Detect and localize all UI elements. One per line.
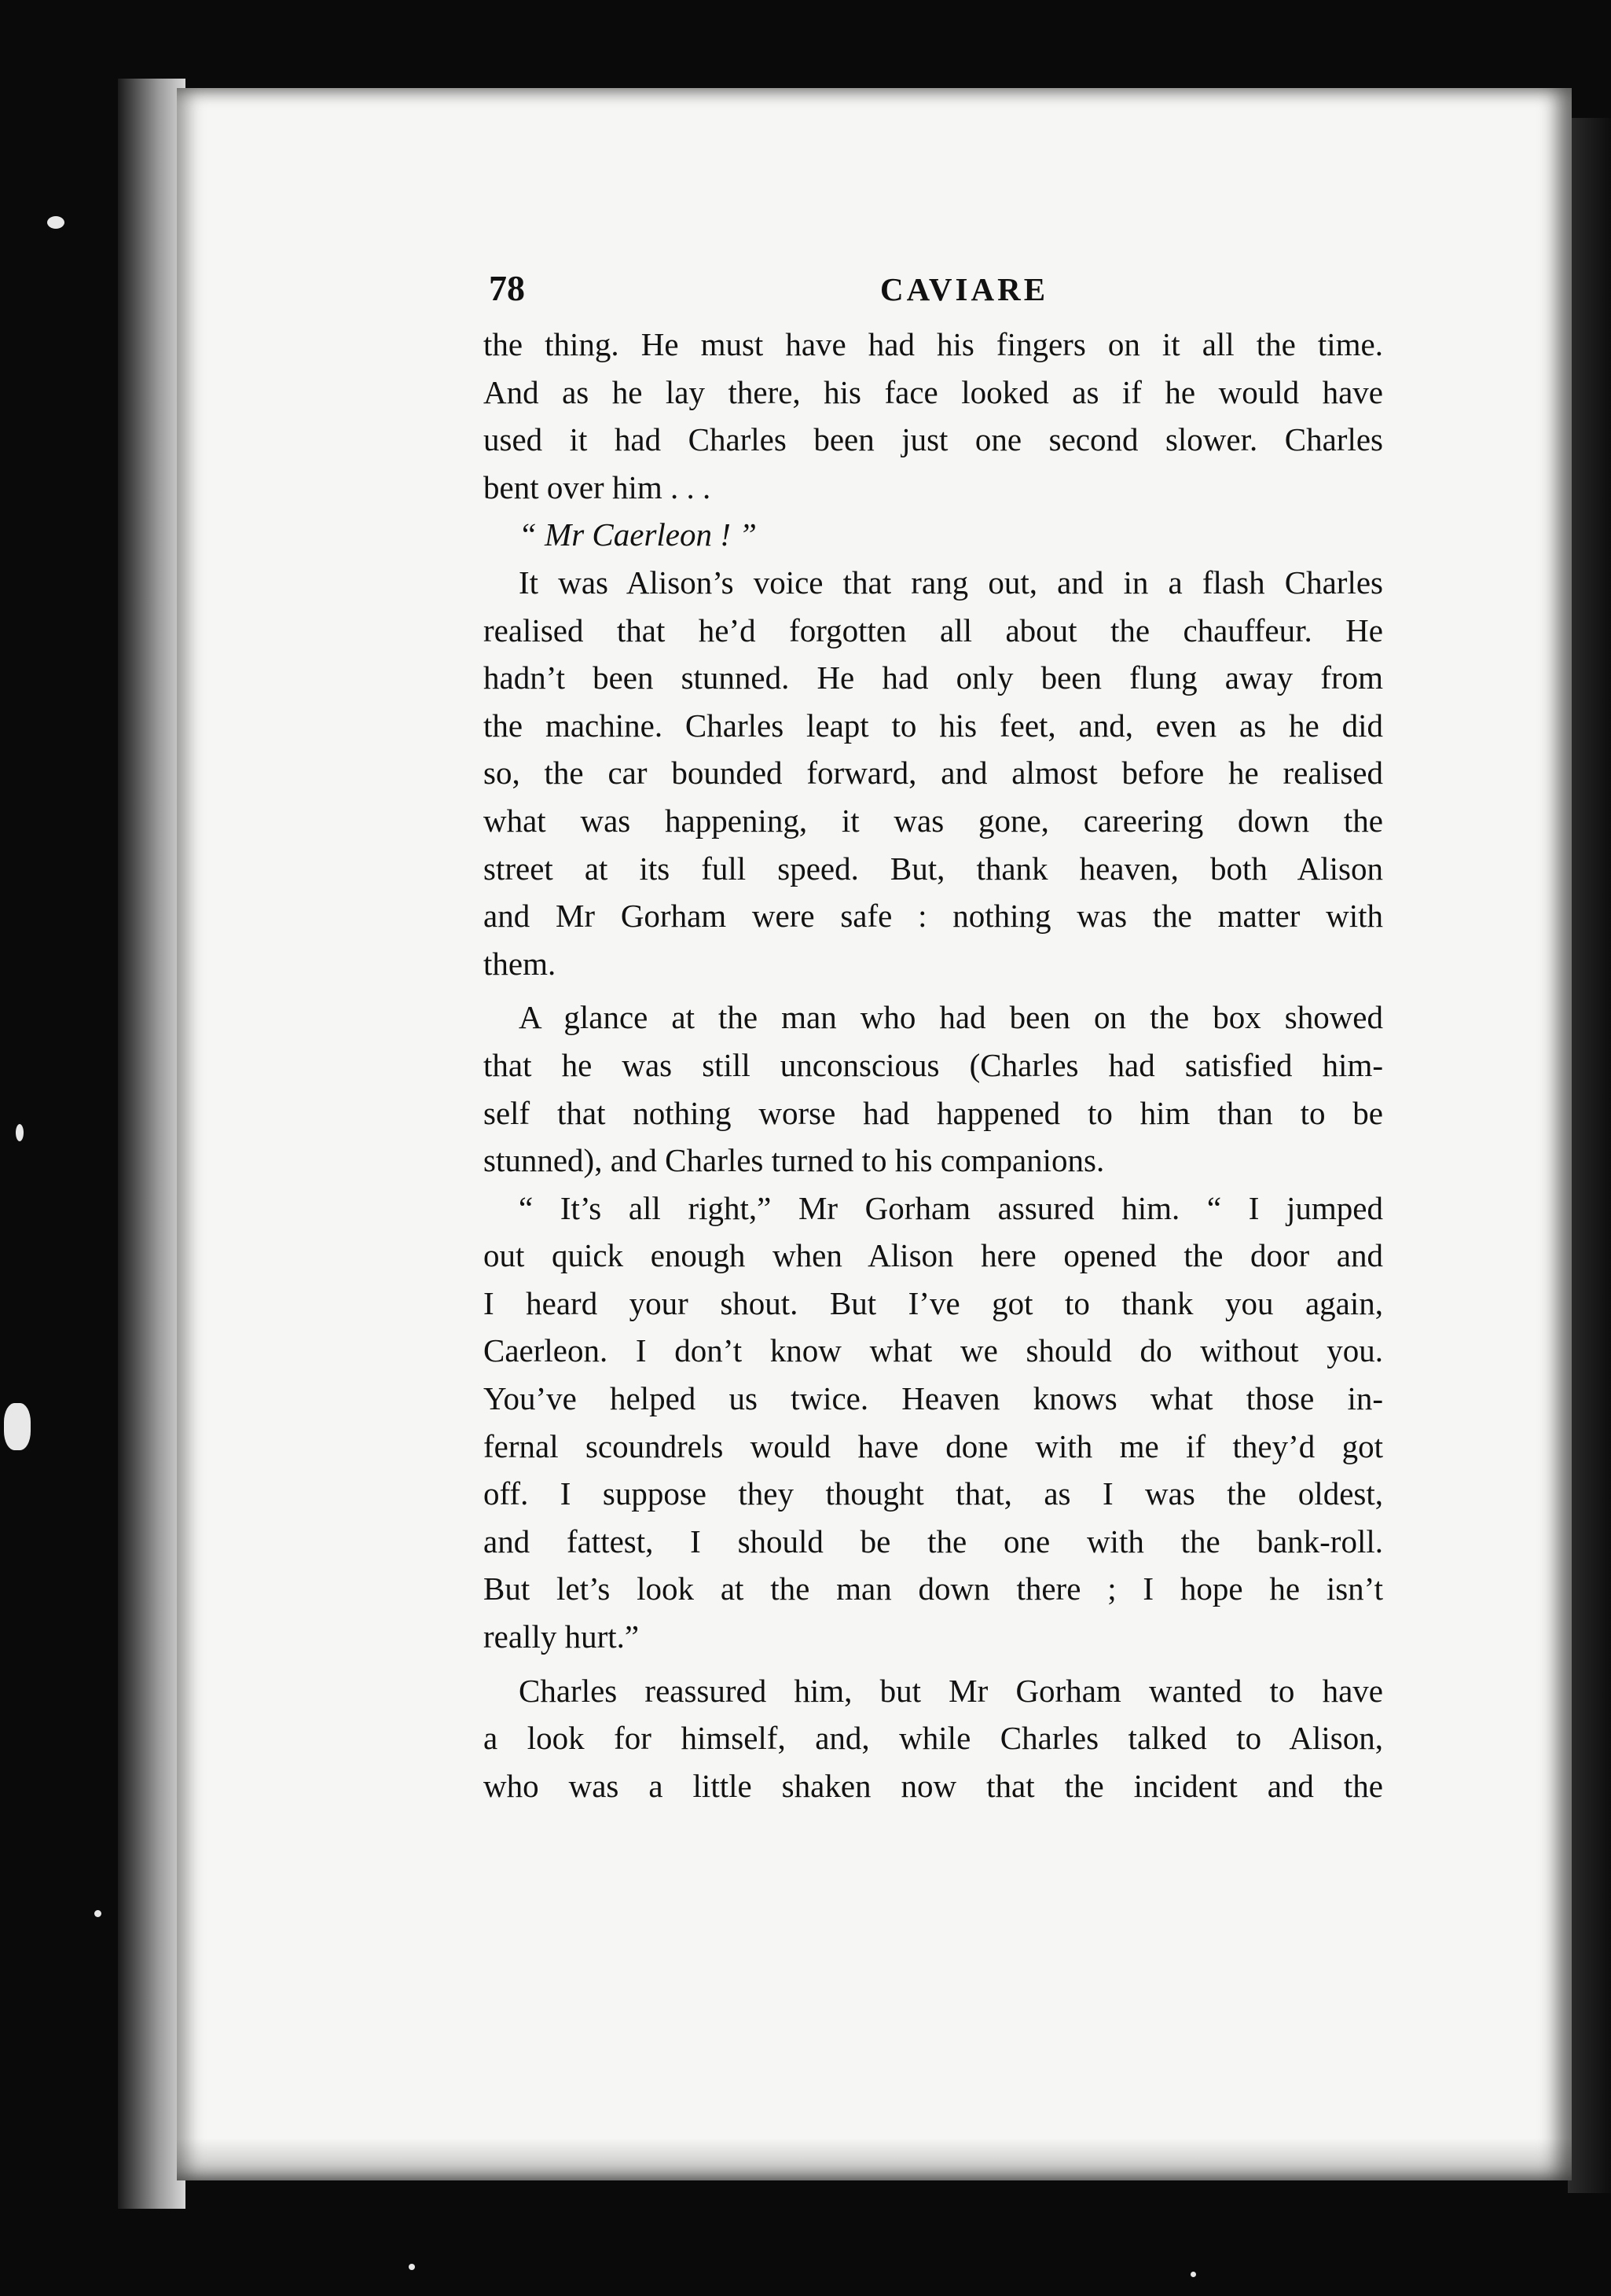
scan-dust-speck [1191, 2272, 1196, 2277]
page-gutter-shadow [1568, 118, 1611, 2193]
scan-dust-speck [16, 1124, 24, 1141]
text-line: and Mr Gorham were safe : nothing was the matter with [483, 898, 1383, 935]
text-line: But let’s look at the man down there ; I hope he isn’t [483, 1570, 1383, 1607]
text-line: I heard your shout. But I’ve got to thank you again, [483, 1284, 1383, 1321]
text-line: self that nothing worse had happened to him than to be [483, 1094, 1383, 1131]
text-line: a look for himself, and, while Charles talked to Alison, [483, 1720, 1383, 1757]
text-line: “ It’s all right,” Mr Gorham assured him. “ I jumped [519, 1189, 1383, 1226]
text-line: hadn’t been stunned. He had only been flung away from [483, 659, 1383, 696]
text-line: so, the car bounded forward, and almost before he realised [483, 755, 1383, 792]
text-line: You’ve helped us twice. Heaven knows what those in- [483, 1380, 1383, 1417]
text-line: the machine. Charles leapt to his feet, and, even as he did [483, 707, 1383, 744]
page-number: 78 [489, 268, 525, 308]
text-line: and fattest, I should be the one with the bank-roll. [483, 1523, 1383, 1559]
book-page [177, 88, 1572, 2180]
text-line: street at its full speed. But, thank heaven, both Alison [483, 850, 1383, 887]
text-line: A glance at the man who had been on the box showed [519, 999, 1383, 1036]
text-line: out quick enough when Alison here opened the door and [483, 1237, 1383, 1274]
book-spine-edge [118, 79, 185, 2209]
text-line: that he was still unconscious (Charles had satisfied him- [483, 1046, 1383, 1083]
running-head-title: CAVIARE [880, 271, 1049, 307]
text-line: used it had Charles been just one second slower. Charles [483, 421, 1383, 458]
body-text [483, 321, 1383, 1809]
scan-dust-speck [47, 216, 64, 229]
text-line: who was a little shaken now that the incident and the [483, 1767, 1383, 1804]
text-line: them. [483, 945, 556, 982]
text-line: bent over him . . . [483, 468, 711, 505]
text-line: Charles reassured him, but Mr Gorham wanted to have [519, 1672, 1383, 1709]
text-line: really hurt.” [483, 1618, 640, 1655]
scan-dust-speck [409, 2264, 415, 2270]
text-line: And as he lay there, his face looked as if he would have [483, 373, 1383, 410]
text-line: Caerleon. I don’t know what we should do without you. [483, 1332, 1383, 1369]
text-line: realised that he’d forgotten all about the chauffeur. He [483, 612, 1383, 648]
text-line: off. I suppose they thought that, as I was the oldest, [483, 1475, 1383, 1512]
scan-dust-speck [94, 1910, 101, 1917]
text-line: stunned), and Charles turned to his companions. [483, 1142, 1105, 1179]
text-line: what was happening, it was gone, careering down the [483, 802, 1383, 839]
page-bottom-shadow [177, 2138, 1572, 2180]
text-line: It was Alison’s voice that rang out, and in a flash Charles [519, 564, 1383, 601]
text-line: fernal scoundrels would have done with me if they’d got [483, 1427, 1383, 1464]
text-line: “ Mr Caerleon ! ” [519, 516, 757, 553]
text-line: the thing. He must have had his fingers on it all the time. [483, 326, 1383, 362]
scan-dust-speck [4, 1403, 31, 1450]
